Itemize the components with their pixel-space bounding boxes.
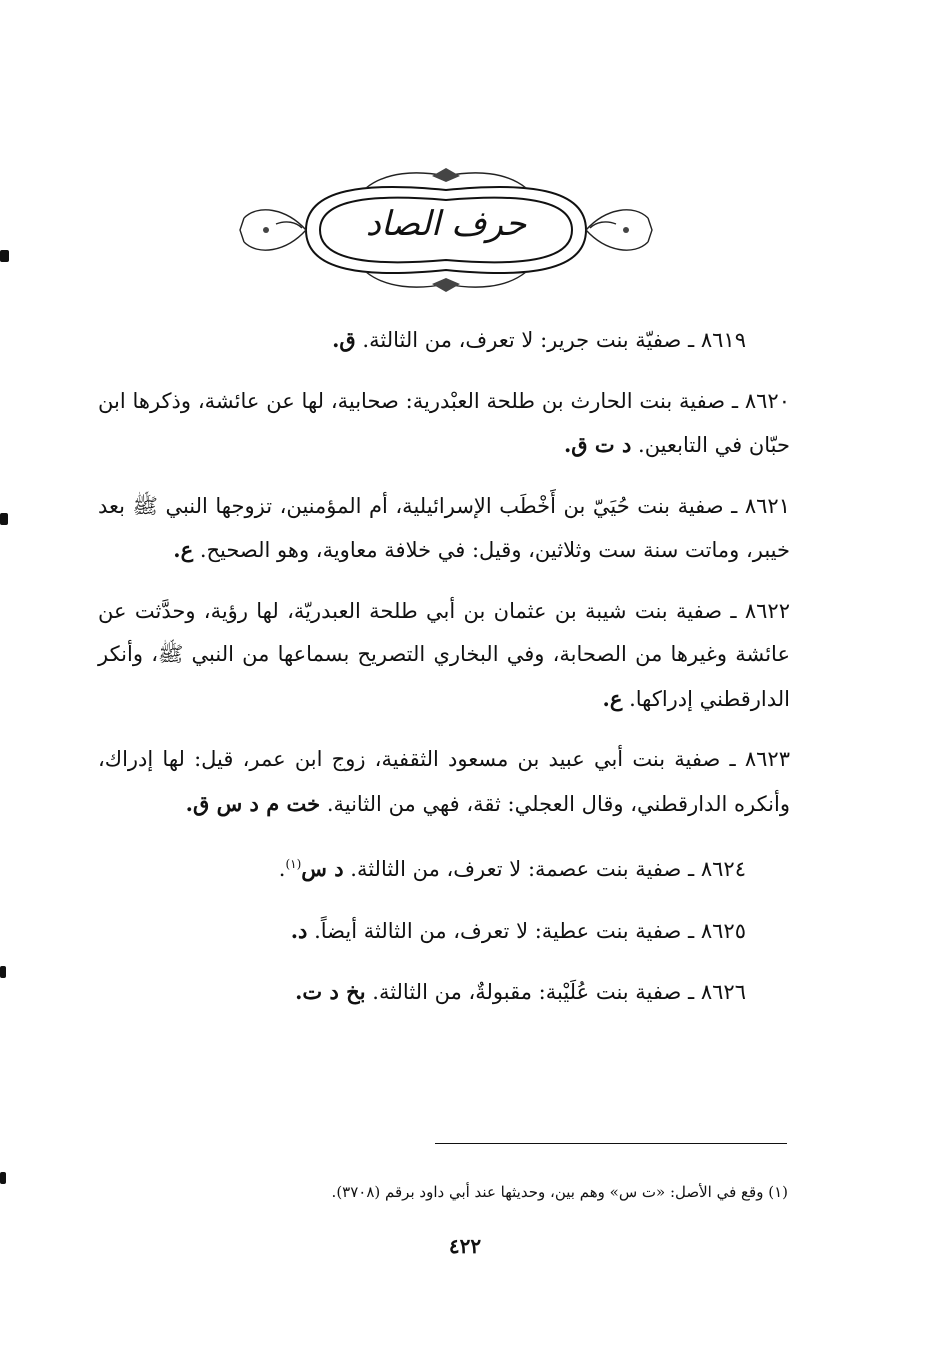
biography-entry (98, 909, 746, 954)
entry-number: ٨٦٢٠ (744, 388, 790, 413)
footnote-reference: (١) (285, 857, 302, 871)
entry-text: ـ صفية بنت أبي عبيد بن مسعود الثقفية، زوج ابن عمر، قيل: لها إدراك، وأنكره الدارقطني، وقال العجلي: ثقة، فهي من الثانية. (98, 747, 790, 816)
chapter-heading: حرف الصاد (365, 204, 527, 244)
entry-number: ٨٦١٩ (700, 328, 746, 352)
entry-symbols: د س (301, 856, 344, 881)
entry-symbols: ع. (602, 685, 623, 711)
entry-text: ـ صفيّة بنت جرير: لا تعرف، من الثالثة. (362, 328, 695, 352)
biography-entry (98, 843, 746, 892)
entry-symbols: بخ د ت. (295, 979, 366, 1004)
binding-mark (0, 513, 8, 525)
entry-text: ـ صفية بنت الحارث بن طلحة العبْدرية: صحابية، لها عن عائشة، وذكرها ابن حبّان في التابعين. (98, 388, 790, 457)
entry-symbols: خت م د س ق. (185, 790, 321, 816)
biography-entry (98, 485, 790, 573)
entries-list (98, 318, 790, 1032)
entry-number: ٨٦٢٦ (700, 980, 746, 1004)
entry-number: ٨٦٢٢ (744, 598, 790, 623)
entry-symbols: د. (290, 917, 308, 943)
biography-entry (98, 590, 790, 722)
entry-number: ٨٦٢١ (744, 493, 790, 518)
entry-symbols: ق. (332, 327, 356, 352)
footnote-separator (435, 1143, 787, 1144)
biography-entry (98, 970, 746, 1015)
binding-mark (0, 966, 6, 978)
biography-entry (98, 380, 790, 468)
footnote: (١) وقع في الأصل: «ت س» وهم بين، وحديثها عند أبي داود برقم (٣٧٠٨). (331, 1183, 788, 1201)
entry-number: ٨٦٢٥ (700, 918, 746, 943)
biography-entry (98, 738, 790, 826)
entry-text: ـ صفية بنت عصمة: لا تعرف، من الثالثة. (350, 857, 695, 881)
entry-text: ـ صفية بنت عُلَيْبة: مقبولةٌ، من الثالثة. (372, 980, 695, 1004)
entry-text: ـ صفية بنت حُيَيّ بن أَخْطَب الإسرائيلية، أم المؤمنين، تزوجها النبي ﷺ بعد خيبر، وماتت سنة ست وثلاثين، وقيل: في خلافة معاوية، وهو الصحيح. (98, 493, 790, 562)
biography-entry (98, 318, 746, 363)
binding-mark (0, 1172, 6, 1184)
entry-text: ـ صفية بنت عطية: لا تعرف، من الثالثة أيضاً. (314, 918, 695, 943)
entry-text: ـ صفية بنت شيبة بن عثمان بن أبي طلحة العبدريّة، لها رؤية، وحدَّثت عن عائشة وغيرها من الصحابة، وفي البخاري التصريح بسماعها من النبي ﷺ، وأنكر الدارقطني إدراكها. (98, 598, 790, 711)
entry-number: ٨٦٢٣ (744, 747, 790, 771)
binding-mark (0, 250, 9, 262)
entry-symbols: د ت ق. (563, 432, 632, 457)
entry-symbols: ع. (173, 537, 194, 562)
page-number: ٤٢٢ (448, 1234, 482, 1258)
entry-number: ٨٦٢٤ (700, 857, 746, 881)
entry-tail: . (278, 857, 286, 881)
